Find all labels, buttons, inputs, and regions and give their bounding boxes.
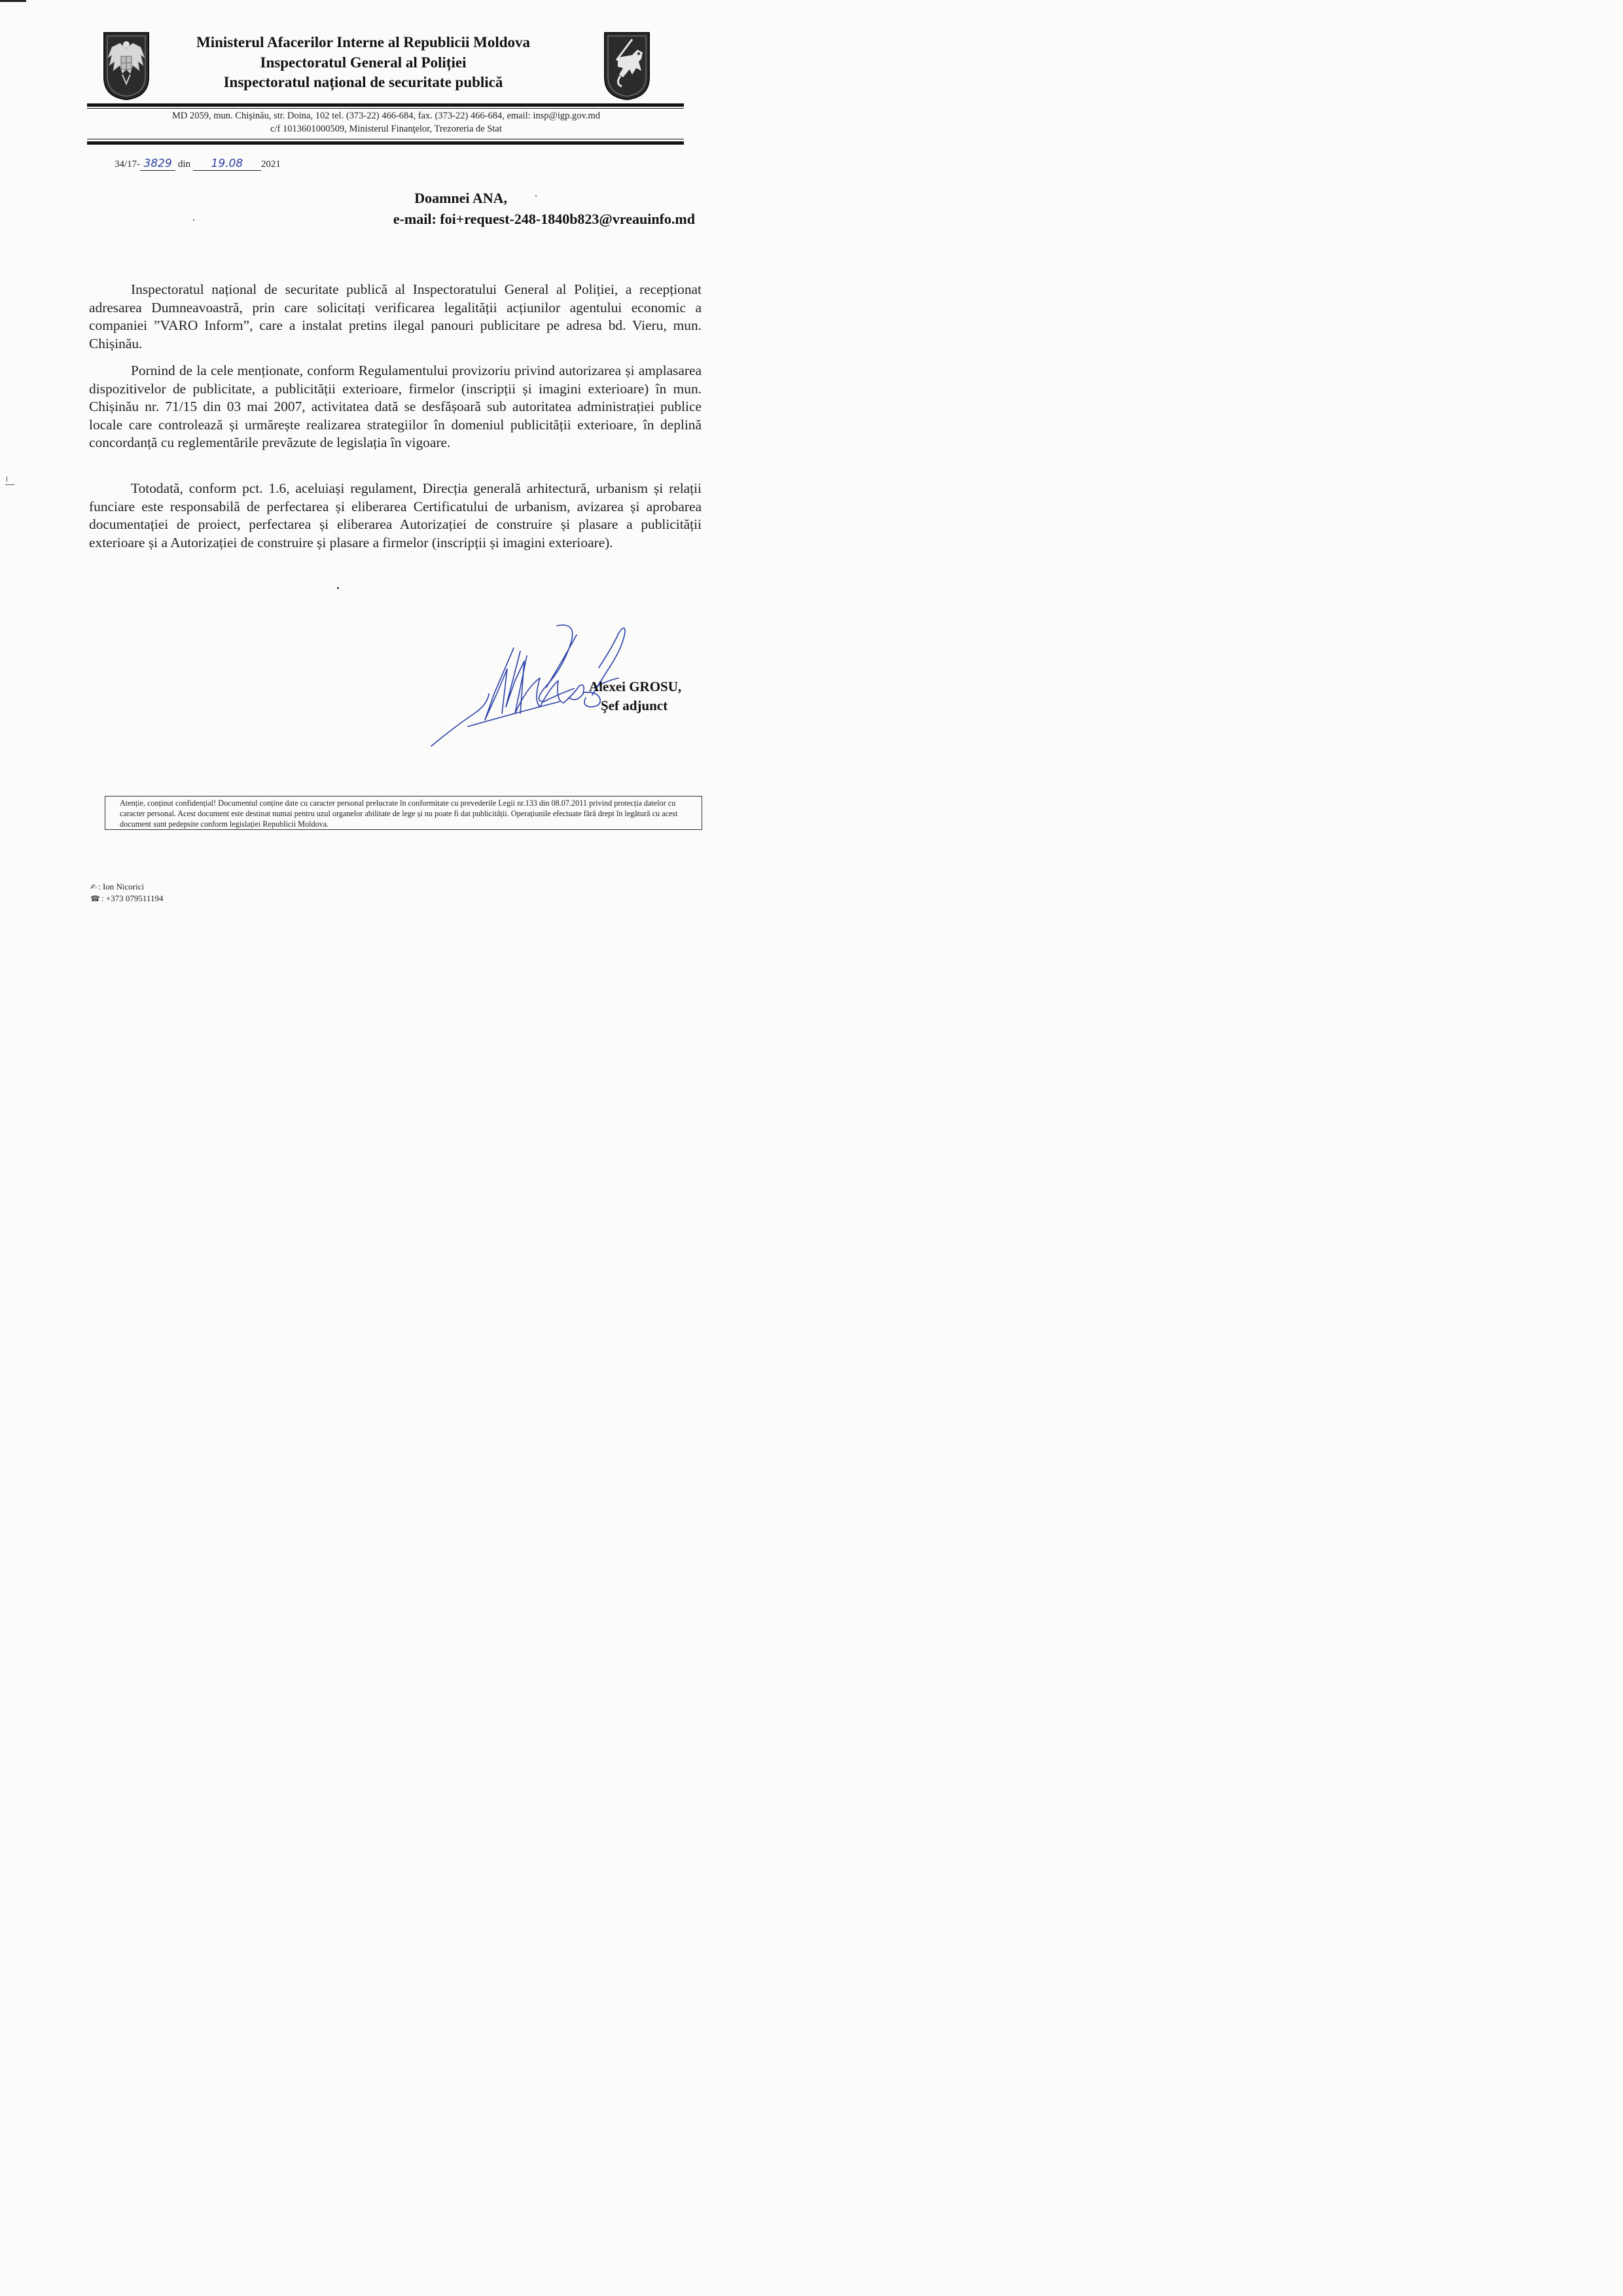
confidentiality-notice: Atenție, conținut confidențial! Documentul conține date cu caracter personal prelucrate în conformitate cu prevederile Legii nr.133 din 08.07.2011 privind protecția datelor cu caracter personal. Acest document este destinat numai pentru uzul organelor abilitate de lege și nu poate fi dat publicității. Operațiunile efectuate fără drept în legătură cu acest document sunt pedepsite conform legislației Republicii Moldova. [105,796,702,830]
header-rule-thick [87,141,684,145]
body-paragraph [89,362,702,452]
recipient-name: Doamnei ANA, [414,190,507,206]
scan-edge-mark [0,0,26,2]
executor-line: ✍ : Ion Nicorici [90,882,145,891]
stray-dot [337,587,339,589]
body-paragraph [89,281,702,353]
document-reference [115,157,281,171]
header-rule-thin [87,108,684,109]
contact-address: MD 2059, mun. Chişinău, str. Doina, 102 tel. (373-22) 466-684, fax. (373-22) 466-684, email: insp@igp.gov.md [172,111,600,121]
ministry-name: Ministerul Afacerilor Interne al Republicii Moldova [196,34,530,50]
signer-title: Şef adjunct [601,698,668,713]
paragraph-text: Totodată, conform pct. 1.6, aceluiași regulament, Direcția generală arhitectură, urbanism și relații funciare este responsabilă de perfectarea și eliberarea Certificatului de urbanism, avizarea și aprobarea documentației de proiect, perfectarea și eliberarea Autorizației de construire și plasare a publicității exterioare și a Autorizației de construire și plasare a firmelor (inscripții și imagini exterioare). [89,480,702,550]
paragraph-text: Pornind de la cele menționate, conform Regulamentului provizoriu privind autorizarea și amplasarea dispozitivelor de publicitate, a publicității exterioare, firmelor (inscripții și imagini exterioare) în mun. Chișinău nr. 71/15 din 03 mai 2007, activitatea dată se desfășoară sub autoritatea administrației publice locale care controlează și urmărește realizarea strategiilor în domeniul publicității exterioare, în deplină concordanță cu reglementările prevăzute de legislația în vigoare. [89,363,702,451]
recipient-email: e-mail: foi+request-248-1840b823@vreauinfo.md [393,211,695,227]
reference-din: din [177,159,191,170]
telephone-icon: ☎ [90,894,100,903]
stray-dot [535,195,537,196]
executor-name: Ion Nicorici [102,882,145,891]
reference-prefix: 34/17- [115,159,141,170]
stray-dot [193,219,194,221]
pen-icon: ✍ [90,882,98,891]
body-paragraph [89,480,702,552]
signer-name: Alexei GROSU, [589,679,682,694]
inspectorate-national-name: Inspectoratul național de securitate publică [223,74,503,90]
paragraph-text: Inspectoratul național de securitate publică al Inspectoratului General al Poliției, a recepționat adresarea Dumneavoastră, prin care solicitați verificarea legalității acțiunilor agentului economic a companiei ”VARO Inform”, care a instalat pretins ilegal panouri publicitare pe adresa bd. Vieru, mun. Chișinău. [89,281,702,351]
executor-phone-line: ☎ : +373 079511194 [90,893,164,903]
reference-date: 19.08 [211,157,243,170]
reference-year: 2021 [260,159,281,170]
scan-edge-mark [5,484,14,485]
executor-phone: +373 079511194 [105,893,164,903]
header-rule-thick [87,103,684,107]
reference-number: 3829 [143,157,172,170]
inspectorate-general-name: Inspectoratul General al Poliției [260,54,467,71]
contact-fiscal: c/f 1013601000509, Ministerul Finanţelor, Trezoreria de Stat [270,124,502,134]
